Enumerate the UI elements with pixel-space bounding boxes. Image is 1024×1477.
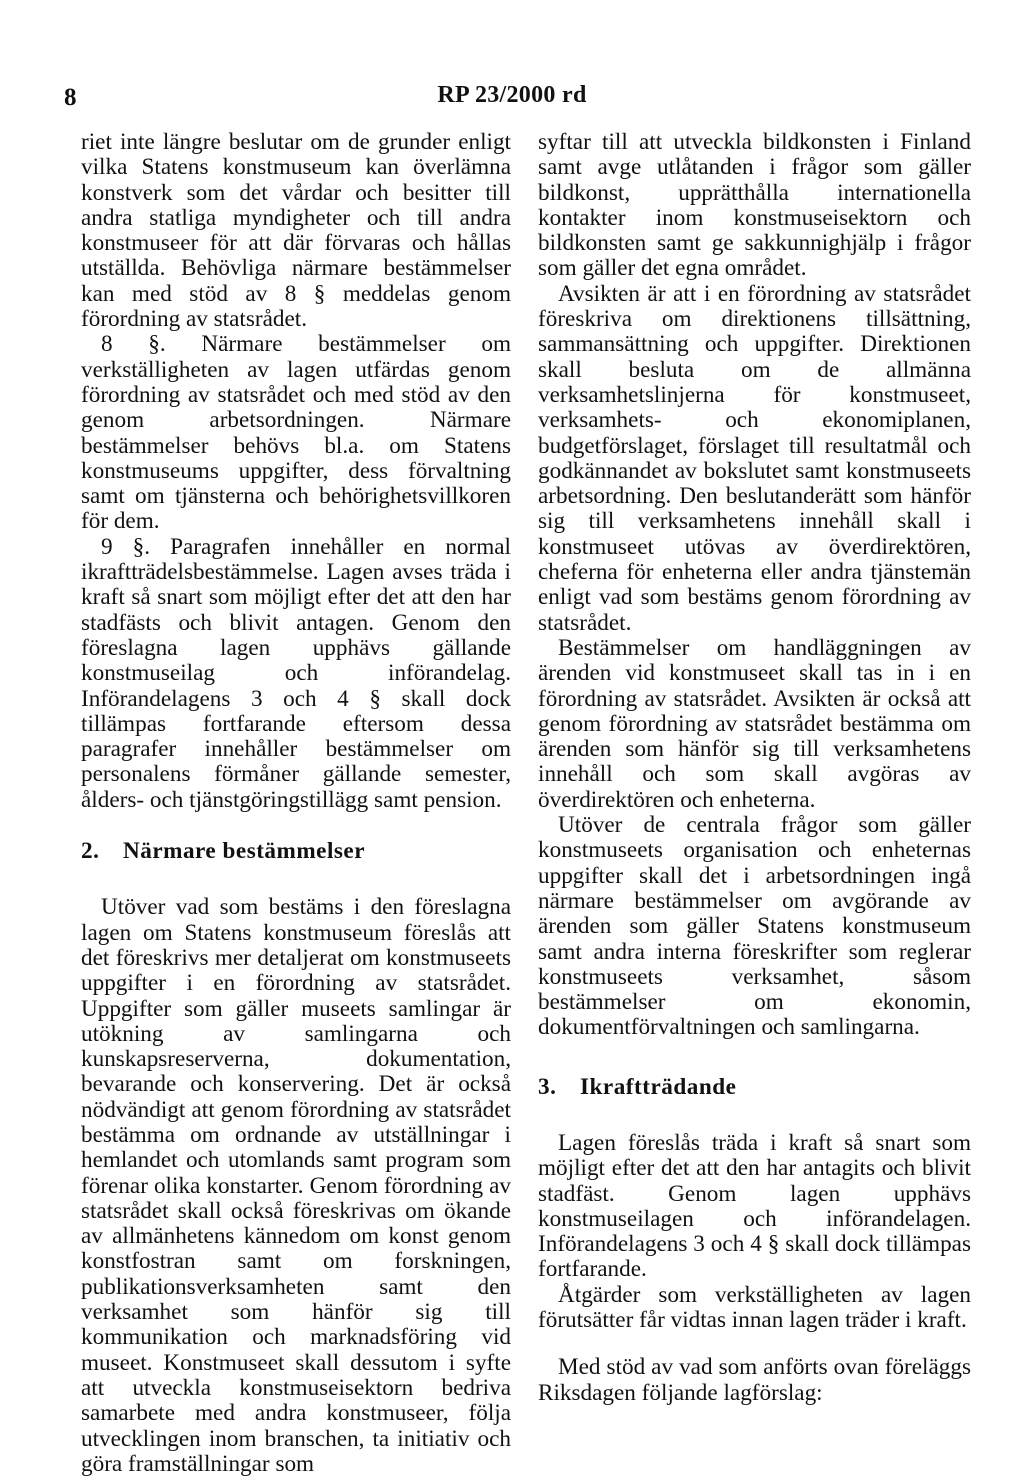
paragraph-detailed-provisions: Utöver vad som bestäms i den föreslagna lagen om Statens konstmuseum föreslås att det föreskrivs mer detaljerat om konstmuseets uppgifter i en förordning av statsrådet. Uppgifter som gäller museets samlingar är utökning av samlingarna och kunskapsreserverna, dokumentation, bevarande och konservering. Det är också nödvändigt att genom förordning av statsrådet bestämma om ordnande av utställningar i hemlandet och utomlands samt program som förenar olika konstarter. Genom förordning av statsrådet skall också föreskrivas om ökande av allmänhetens kännedom om konst genom konstfostran samt om forskningen, publikationsverksamheten samt den verksamhet som hänför sig till kommunikation och marknadsföring vid museet. Konstmuseet skall dessutom i syfte att utveckla konstmuseisektorn bedriva samarbete med andra konstmuseer, följa utvecklingen inom branschen, ta initiativ och göra framställningar som bbox=[81, 894, 511, 1477]
section-number: 2. bbox=[81, 838, 100, 865]
page-number: 8 bbox=[64, 84, 77, 111]
paragraph-entry-into-force: Lagen föreslås träda i kraft så snart som möjligt efter det att den har antagits och blivit stadfäst. Genom lagen upphävs konstmuseilagen och införandelagen. Införandelagens 3 och 4 § skall dock tillämpas fortfarande. bbox=[538, 1129, 971, 1283]
paragraph-handling: Bestämmelser om handläggningen av ärenden vid konstmuseet skall tas in i en förordning av statsrådet. Avsikten är också att genom förordning av statsrådet bestämma om ärenden som hänför sig till verksamhetens innehåll och som skall avgöras av överdirektören och enheterna. bbox=[538, 634, 971, 813]
paragraph-proposal: Med stöd av vad som anförts ovan föreläggs Riksdagen följande lagförslag: bbox=[538, 1354, 971, 1406]
paragraph-continuation: riet inte längre beslutar om de grunder enligt vilka Statens konstmuseum kan överlämna konstverk som det vårdar och besitter till andra statliga myndigheter och till andra konstmuseer för att där förvaras och hållas utställda. Behövliga närmare bestämmelser kan med stöd av 8 § meddelas genom förordning av statsrådet. bbox=[81, 129, 511, 333]
section-title: Närmare bestämmelser bbox=[123, 838, 365, 865]
document-reference: RP 23/2000 rd bbox=[437, 82, 587, 108]
section-number: 3. bbox=[538, 1073, 557, 1100]
section-heading-2 bbox=[81, 839, 511, 864]
paragraph-section-9: 9 §. Paragrafen innehåller en normal ikraftträdelsbestämmelse. Lagen avses träda i kraft så snart som möjligt efter det att den har stadfästs och blivit antagen. Genom den föreslagna lagen upphävs gällande konstmuseilag och införandelag. Införandelagens 3 och 4 § skall dock tillämpas fortfarande eftersom dessa paragrafer innehåller bestämmelser om personalens förmåner gällande semester, ålders- och tjänstgöringstillägg samt pension. bbox=[81, 533, 511, 813]
paragraph-continuation-right: syftar till att utveckla bildkonsten i Finland samt avge utlåtanden i frågor som gäller bildkonst, upprätthålla internationella kontakter inom konstmuseisektorn och bildkonsten samt ge sakkunnighjälp i frågor som gäller det egna området. bbox=[538, 129, 971, 282]
paragraph-section-8: 8 §. Närmare bestämmelser om verkställigheten av lagen utfärdas genom förordning av statsrådet och med stöd av den genom arbetsordningen. Närmare bestämmelser behövs bl.a. om Statens konstmuseums uppgifter, dess förvaltning samt om tjänsterna och behörighetsvillkoren för dem. bbox=[81, 331, 511, 535]
paragraph-measures: Åtgärder som verkställigheten av lagen förutsätter får vidtas innan lagen träder i kraft. bbox=[538, 1281, 971, 1334]
right-column bbox=[538, 130, 971, 1406]
left-column bbox=[81, 130, 511, 1477]
section-heading-3 bbox=[538, 1075, 971, 1100]
spacer bbox=[538, 1333, 971, 1355]
section-title: Ikraftträdande bbox=[580, 1073, 737, 1100]
paragraph-organisation: Utöver de centrala frågor som gäller konstmuseets organisation och enheternas uppgifter skall det i arbetsordningen ingå närmare bestämmelser om avgörande av ärenden som gäller Statens konstmuseum samt andra interna föreskrifter som reglerar konstmuseets verksamhet, såsom bestämmelser om ekonomin, dokumentförvaltningen och samlingarna. bbox=[538, 812, 971, 1041]
paragraph-direction: Avsikten är att i en förordning av statsrådet föreskriva om direktionens tillsättning, sammansättning och uppgifter. Direktionen skall besluta om de allmänna verksamhetslinjerna för konstmuseet, verksamhets- och ekonomiplanen, budgetförslaget, förslaget till resultatmål och godkännandet av bokslutet samt konstmuseets arbetsordning. Den beslutanderätt som hänför sig till verksamhetens innehåll skall i konstmuseet utövas av överdirektören, cheferna för enheterna eller andra tjänstemän enligt vad som bestäms genom förordning av statsrådet. bbox=[538, 280, 971, 636]
